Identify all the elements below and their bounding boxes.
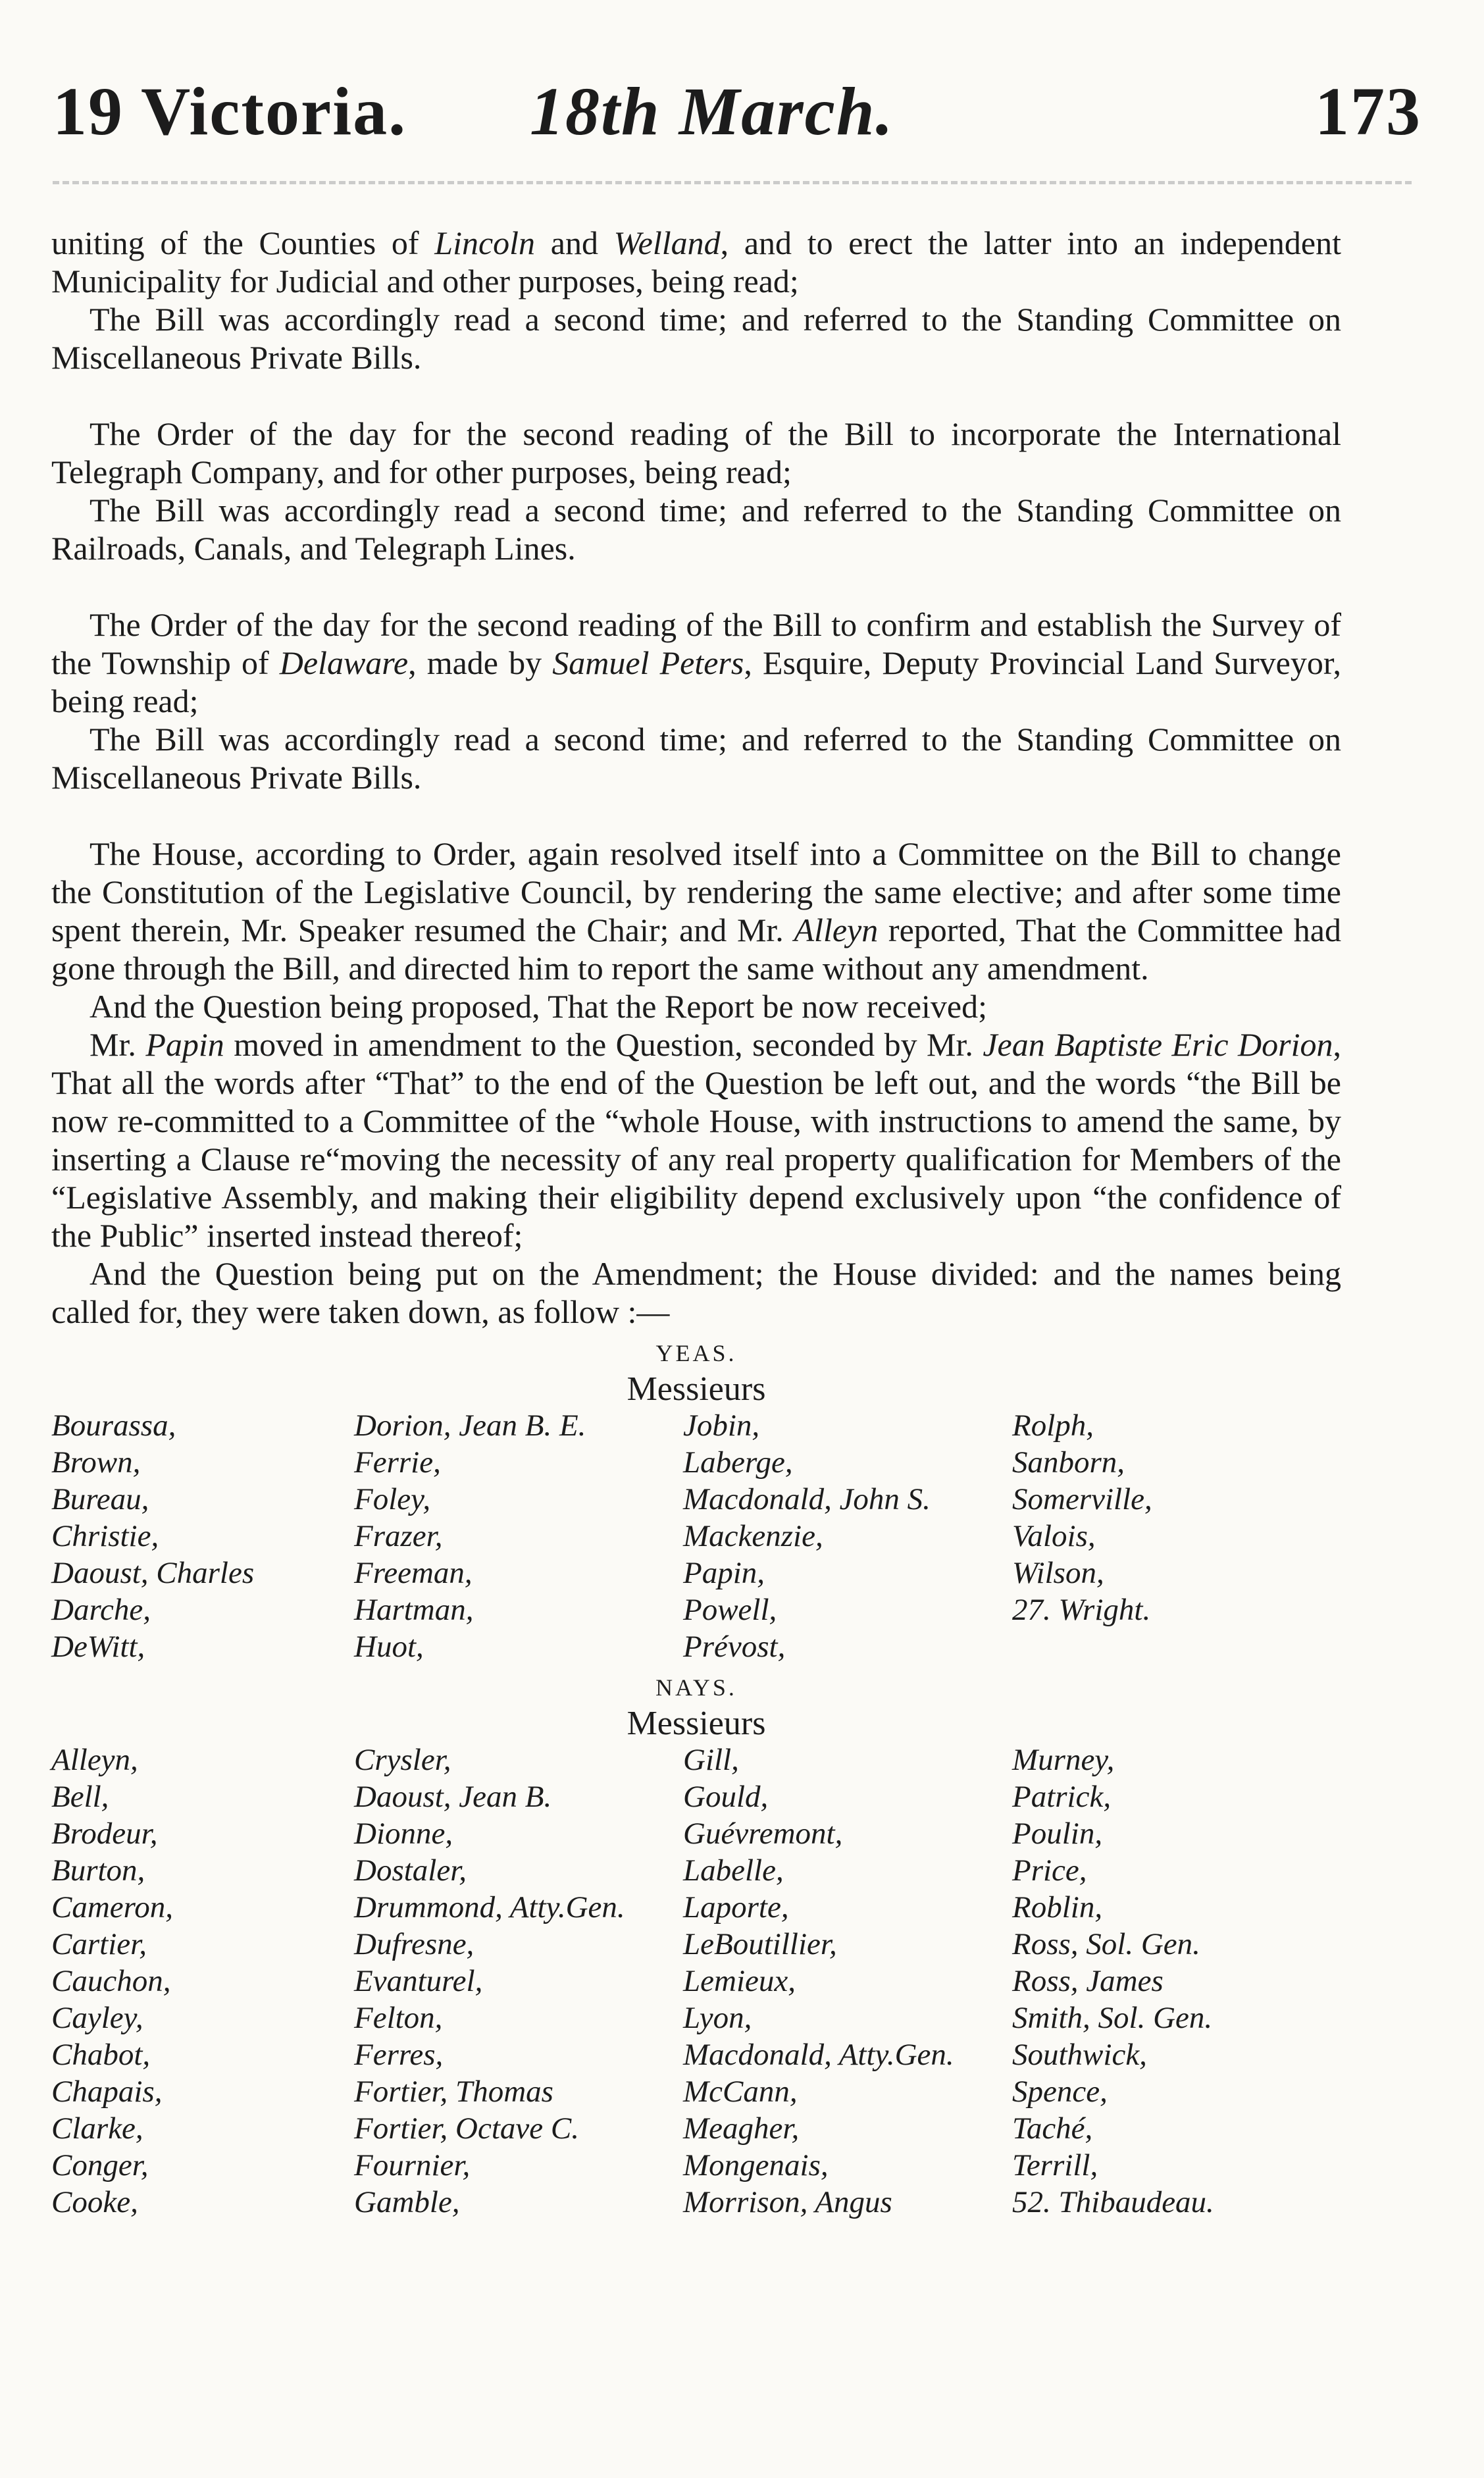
nays-member-name: Cartier, bbox=[51, 1927, 147, 1961]
text-run: The House, according to Order, again resolved itself into a Committee on the Bill to change the Constitution of the Legislative Council, by rendering the same elective; and after some time spent therein, Mr. Speaker resumed the Chair; and Mr. bbox=[51, 835, 1341, 948]
yeas-member-name: Macdonald, John S. bbox=[683, 1482, 931, 1516]
paragraph-second-reading-1: The Bill was accordingly read a second time; and referred to the Standing Committee on Miscellaneous Private Bills. bbox=[51, 301, 1341, 376]
yeas-member-name: Somerville, bbox=[1012, 1482, 1152, 1516]
nays-member-name: Taché, bbox=[1012, 2111, 1093, 2146]
yeas-member-name: Daoust, Charles bbox=[51, 1556, 255, 1590]
nays-member-name: Dionne, bbox=[354, 1817, 453, 1851]
paragraph-delaware-order bbox=[51, 606, 1341, 720]
yeas-member-name: Ferrie, bbox=[354, 1445, 441, 1480]
nays-member-name: Drummond, Atty.Gen. bbox=[354, 1890, 625, 1924]
nays-member-name: Terrill, bbox=[1012, 2148, 1098, 2182]
italic-person-name: Papin bbox=[145, 1026, 224, 1063]
nays-member-name: Southwick, bbox=[1012, 2038, 1147, 2072]
journal-body bbox=[51, 224, 1341, 2221]
italic-place-name: Welland bbox=[613, 224, 721, 261]
nays-member-name: Evanturel, bbox=[354, 1964, 483, 1998]
nays-member-name: Murney, bbox=[1012, 1743, 1115, 1777]
yeas-member-name: Freeman, bbox=[354, 1556, 473, 1590]
yeas-names-list bbox=[51, 1407, 1341, 1665]
yeas-messieurs: Messieurs bbox=[627, 1370, 766, 1408]
yeas-member-name: Darche, bbox=[51, 1593, 151, 1627]
running-header bbox=[46, 63, 1438, 161]
yeas-member-name: Sanborn, bbox=[1012, 1445, 1125, 1480]
nays-member-name: Burton, bbox=[51, 1853, 145, 1888]
nays-member-name: Roblin, bbox=[1012, 1890, 1103, 1924]
nays-member-name: Crysler, bbox=[354, 1743, 451, 1777]
nays-member-name: 52. Thibaudeau. bbox=[1012, 2185, 1214, 2219]
yeas-member-name bbox=[1012, 1628, 1341, 1665]
yeas-member-name: Papin, bbox=[683, 1556, 765, 1590]
text-run: and bbox=[535, 224, 614, 261]
yeas-member-name: Bourassa, bbox=[51, 1408, 176, 1443]
yeas-member-name: 27. Wright. bbox=[1012, 1593, 1151, 1627]
nays-member-name: Patrick, bbox=[1012, 1780, 1112, 1814]
text-run: moved in amendment to the Question, seconded by Mr. bbox=[224, 1026, 983, 1063]
italic-person-name: Samuel Peters bbox=[552, 644, 744, 681]
nays-member-name: Gill, bbox=[683, 1743, 739, 1777]
nays-member-name: Gamble, bbox=[354, 2185, 460, 2219]
nays-member-name: Morrison, Angus bbox=[683, 2185, 892, 2219]
italic-place-name: Delaware bbox=[279, 644, 409, 681]
yeas-member-name: Powell, bbox=[683, 1593, 777, 1627]
nays-member-name: Fortier, Octave C. bbox=[354, 2111, 579, 2146]
yeas-member-name: Wilson, bbox=[1012, 1556, 1104, 1590]
paragraph-question-proposed: And the Question being proposed, That the Report be now received; bbox=[90, 988, 988, 1025]
text-run: reported, That the Committee had gone through the Bill, and directed him to report the same without any amendment. bbox=[51, 912, 1341, 987]
yeas-member-name: Dorion, Jean B. E. bbox=[354, 1408, 586, 1443]
yeas-member-name: Mackenzie, bbox=[683, 1519, 823, 1553]
nays-member-name: Guévremont, bbox=[683, 1817, 843, 1851]
nays-member-name: Ross, Sol. Gen. bbox=[1012, 1927, 1200, 1961]
yeas-member-name: Bureau, bbox=[51, 1482, 149, 1516]
paragraph-second-reading-2: The Bill was accordingly read a second time; and referred to the Standing Committee on Railroads, Canals, and Telegraph Lines. bbox=[51, 492, 1341, 567]
nays-member-name: Ross, James bbox=[1012, 1964, 1164, 1998]
nays-member-name: Ferres, bbox=[354, 2038, 444, 2072]
nays-member-name: Dostaler, bbox=[354, 1853, 467, 1888]
nays-member-name: Poulin, bbox=[1012, 1817, 1103, 1851]
italic-place-name: Lincoln bbox=[434, 224, 536, 261]
text-run: The Order of the day for the second reading of the Bill to confirm and establish the Survey of the Township of bbox=[51, 606, 1341, 681]
nays-member-name: Mongenais, bbox=[683, 2148, 829, 2182]
nays-member-name: Chabot, bbox=[51, 2038, 151, 2072]
nays-member-name: Meagher, bbox=[683, 2111, 800, 2146]
yeas-member-name: Valois, bbox=[1012, 1519, 1096, 1553]
text-run: , made by bbox=[408, 644, 553, 681]
yeas-member-name: Brown, bbox=[51, 1445, 141, 1480]
nays-member-name: Macdonald, Atty.Gen. bbox=[683, 2038, 954, 2072]
nays-member-name: Clarke, bbox=[51, 2111, 143, 2146]
yeas-member-name: Foley, bbox=[354, 1482, 431, 1516]
yeas-member-name: Christie, bbox=[51, 1519, 159, 1553]
nays-member-name: Lemieux, bbox=[683, 1964, 796, 1998]
yeas-member-name: Jobin, bbox=[683, 1408, 760, 1443]
paragraph-second-reading-3: The Bill was accordingly read a second time; and referred to the Standing Committee on Miscellaneous Private Bills. bbox=[51, 721, 1341, 796]
nays-member-name: Lyon, bbox=[683, 2001, 752, 2035]
yeas-member-name: Hartman, bbox=[354, 1593, 474, 1627]
nays-member-name: Chapais, bbox=[51, 2075, 163, 2109]
nays-member-name: Felton, bbox=[354, 2001, 443, 2035]
nays-member-name: McCann, bbox=[683, 2075, 798, 2109]
nays-member-name: Cayley, bbox=[51, 2001, 143, 2035]
paragraph-division: And the Question being put on the Amendment; the House divided: and the names being called for, they were taken down, as follow :— bbox=[51, 1255, 1341, 1330]
paragraph-bill-counties bbox=[51, 224, 1341, 300]
italic-person-name: Jean Baptiste Eric Dorion bbox=[983, 1026, 1333, 1063]
yeas-member-name: Prévost, bbox=[683, 1630, 786, 1664]
nays-member-name: Price, bbox=[1012, 1853, 1087, 1888]
nays-member-name: Gould, bbox=[683, 1780, 769, 1814]
nays-member-name: Conger, bbox=[51, 2148, 149, 2182]
nays-heading: NAYS. bbox=[655, 1674, 737, 1701]
yeas-member-name: DeWitt, bbox=[51, 1630, 145, 1664]
nays-member-name: Cameron, bbox=[51, 1890, 173, 1924]
nays-member-name: Smith, Sol. Gen. bbox=[1012, 2001, 1213, 2035]
header-rule bbox=[53, 181, 1412, 184]
paragraph-amendment bbox=[51, 1025, 1341, 1254]
header-date: 18th March. bbox=[530, 74, 894, 149]
nays-member-name: Dufresne, bbox=[354, 1927, 474, 1961]
page-number: 173 bbox=[1315, 74, 1421, 149]
nays-member-name: Fortier, Thomas bbox=[354, 2075, 553, 2109]
text-run: , Esquire, Deputy Provincial Land Surveyor, being read; bbox=[51, 644, 1341, 719]
nays-member-name: Brodeur, bbox=[51, 1817, 158, 1851]
yeas-heading: YEAS. bbox=[655, 1340, 737, 1366]
nays-member-name: Bell, bbox=[51, 1780, 109, 1814]
header-regnal-year: 19 Victoria. bbox=[53, 74, 407, 149]
nays-messieurs: Messieurs bbox=[627, 1705, 766, 1742]
nays-member-name: Cooke, bbox=[51, 2185, 138, 2219]
nays-names-list bbox=[51, 1742, 1341, 2221]
nays-member-name: LeBoutillier, bbox=[683, 1927, 837, 1961]
nays-member-name: Labelle, bbox=[683, 1853, 784, 1888]
nays-member-name: Spence, bbox=[1012, 2075, 1108, 2109]
text-run: uniting of the Counties of bbox=[51, 224, 435, 261]
yeas-member-name: Rolph, bbox=[1012, 1408, 1094, 1443]
yeas-member-name: Huot, bbox=[354, 1630, 424, 1664]
text-run: Mr. bbox=[90, 1026, 146, 1063]
nays-member-name: Cauchon, bbox=[51, 1964, 171, 1998]
nays-member-name: Alleyn, bbox=[51, 1743, 138, 1777]
yeas-member-name: Frazer, bbox=[354, 1519, 443, 1553]
text-run: , That all the words after “That” to the end of the Question be left out, and the words “the Bill be now re-committed to a Committee of the “whole House, with instructions to amend the same, by inserting a Clause re“moving the necessity of any real property qualification for Members of the “Legislative Assembly, and making their eligibility depend exclusively upon “the confidence of the Public” inserted instead thereof; bbox=[51, 1026, 1341, 1254]
nays-member-name: Fournier, bbox=[354, 2148, 471, 2182]
yeas-member-name: Laberge, bbox=[683, 1445, 793, 1480]
paragraph-committee-report bbox=[51, 835, 1341, 987]
nays-member-name: Laporte, bbox=[683, 1890, 789, 1924]
italic-person-name: Alleyn bbox=[794, 912, 879, 948]
nays-member-name: Daoust, Jean B. bbox=[354, 1780, 552, 1814]
paragraph-telegraph-order: The Order of the day for the second reading of the Bill to incorporate the International Telegraph Company, and for other purposes, being read; bbox=[51, 415, 1341, 490]
text-run: , and to erect the latter into an independent Municipality for Judicial and other purposes, being read; bbox=[51, 224, 1341, 299]
